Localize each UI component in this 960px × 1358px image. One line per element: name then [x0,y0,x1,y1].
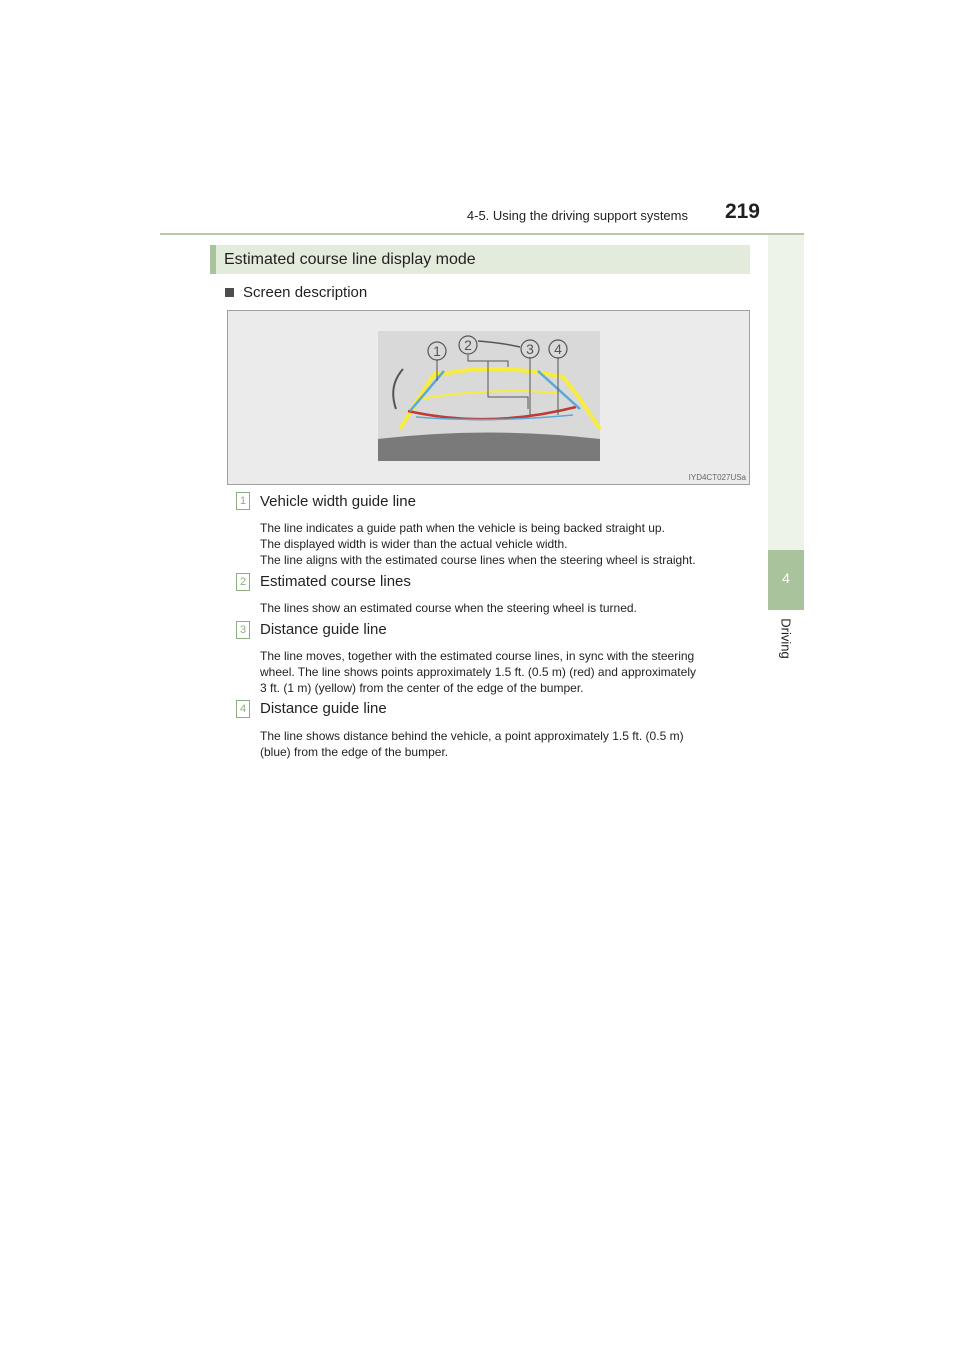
callout-3-label: 3 [526,341,534,357]
callout-1-label: 1 [433,343,441,359]
item-1-title: Vehicle width guide line [260,493,416,510]
item-4-desc-line: The line shows distance behind the vehicle, a point approximately 1.5 ft. (0.5 m) [260,729,684,743]
item-1-desc-line: The displayed width is wider than the actual vehicle width. [260,537,568,551]
chapter-number: 4 [782,570,790,586]
section-title: Estimated course line display mode [224,251,476,268]
camera-screen-figure [227,310,750,485]
item-4-desc-line: (blue) from the edge of the bumper. [260,745,449,759]
camera-screen-illustration [228,311,751,486]
item-3-desc-line: The line moves, together with the estimated course lines, in sync with the steering [260,649,695,663]
item-4-title: Distance guide line [260,700,387,717]
item-2-description [260,600,745,616]
item-2-title: Estimated course lines [260,573,411,590]
item-4-number: 4 [236,700,250,718]
figure-code: IYD4CT027USa [688,473,746,482]
item-2-number: 2 [236,573,250,591]
item-2-desc-line: The lines show an estimated course when the steering wheel is turned. [260,601,637,615]
item-4-description [260,728,745,760]
callout-2-label: 2 [464,337,472,353]
item-1-desc-line: The line aligns with the estimated course lines when the steering wheel is straight. [260,553,696,567]
item-3-title: Distance guide line [260,621,387,638]
page-number: 219 [724,200,760,223]
item-1-desc-line: The line indicates a guide path when the vehicle is being backed straight up. [260,521,665,535]
item-3-desc-line: 3 ft. (1 m) (yellow) from the center of the edge of the bumper. [260,681,584,695]
item-1-number: 1 [236,492,250,510]
callout-4-label: 4 [554,341,562,357]
running-header: 4-5. Using the driving support systems [466,208,688,223]
item-1-description [260,520,745,568]
item-3-desc-line: wheel. The line shows points approximately 1.5 ft. (0.5 m) (red) and approximately [260,665,696,679]
chapter-name: Driving [778,618,794,659]
section-heading-accent [210,245,216,274]
item-3-description [260,648,745,696]
square-bullet-icon [225,288,234,297]
bumper-shape [378,433,600,462]
header-rule [160,233,804,235]
subsection-title: Screen description [243,284,368,301]
item-3-number: 3 [236,621,250,639]
